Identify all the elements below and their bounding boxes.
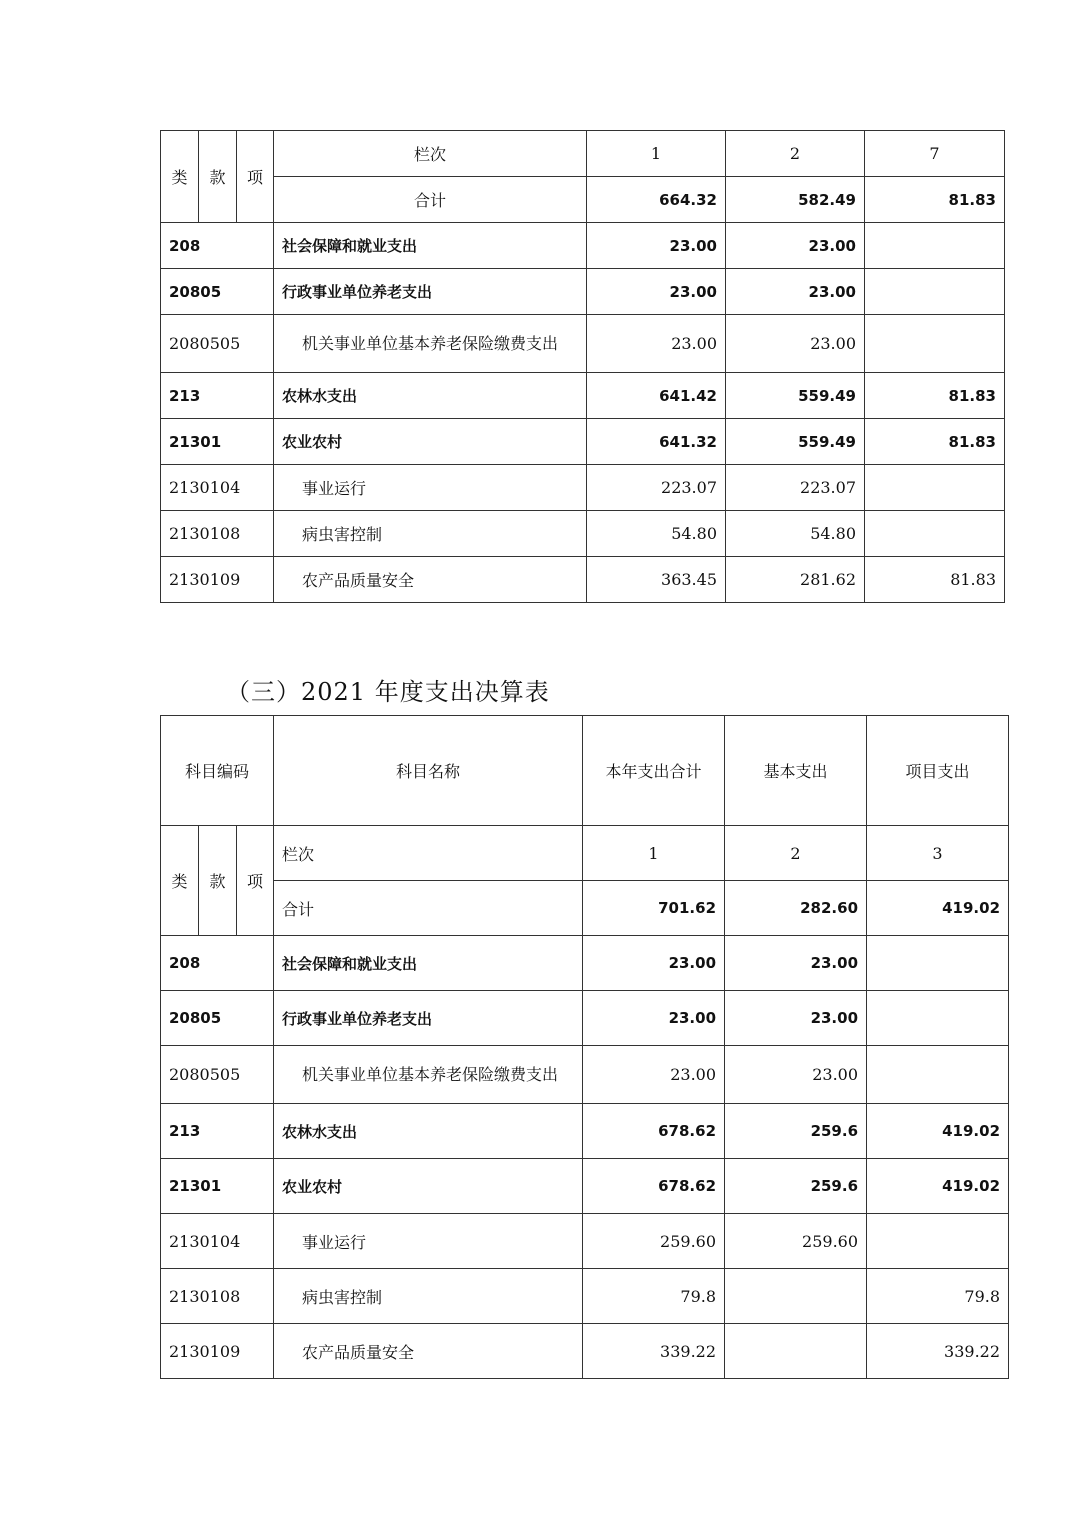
row-name: 农林水支出 [274, 373, 587, 419]
table-row [161, 1046, 1009, 1104]
section-title: （三）2021 年度支出决算表 [226, 678, 550, 706]
row-value-1: 23.00 [587, 269, 726, 315]
row-name: 农林水支出 [274, 1104, 583, 1159]
row-code: 2130109 [161, 557, 274, 603]
row-value-2: 559.49 [726, 419, 865, 465]
row-value-3: 79.8 [867, 1269, 1009, 1324]
row-code: 213 [161, 1104, 274, 1159]
xiang-header: 项 [237, 131, 274, 223]
row-value-3 [865, 511, 1005, 557]
total-value-3: 81.83 [865, 177, 1005, 223]
table-row [161, 419, 1005, 465]
row-value-3 [865, 465, 1005, 511]
total-value-1: 664.32 [587, 177, 726, 223]
table-row [161, 1159, 1009, 1214]
row-name: 农产品质量安全 [274, 557, 587, 603]
row-name: 社会保障和就业支出 [274, 936, 583, 991]
row-value-2 [725, 1324, 867, 1379]
col-index-2: 2 [726, 131, 865, 177]
row-value-1: 259.60 [583, 1214, 725, 1269]
col-index-1: 1 [587, 131, 726, 177]
kuan-header: 款 [199, 131, 237, 223]
row-value-3 [867, 1214, 1009, 1269]
table-row [161, 936, 1009, 991]
col-index-3: 7 [865, 131, 1005, 177]
table-row [161, 557, 1005, 603]
row-value-1: 23.00 [587, 223, 726, 269]
row-code: 21301 [161, 419, 274, 465]
row-value-1: 363.45 [587, 557, 726, 603]
basic-expense-header: 基本支出 [725, 716, 867, 826]
total-value-1: 701.62 [583, 881, 725, 936]
row-value-2: 259.60 [725, 1214, 867, 1269]
row-value-2: 23.00 [725, 991, 867, 1046]
row-code: 2130104 [161, 1214, 274, 1269]
row-value-2 [725, 1269, 867, 1324]
expenditure-table-2 [160, 715, 1009, 1379]
row-value-3 [865, 315, 1005, 373]
row-name: 事业运行 [274, 1214, 583, 1269]
row-code: 20805 [161, 991, 274, 1046]
lei-header: 类 [161, 826, 199, 936]
row-name: 机关事业单位基本养老保险缴费支出 [274, 1046, 583, 1104]
table-row [161, 315, 1005, 373]
table-row [161, 991, 1009, 1046]
row-name: 农业农村 [274, 1159, 583, 1214]
row-value-2: 259.6 [725, 1159, 867, 1214]
row-value-1: 23.00 [583, 991, 725, 1046]
table-row [161, 511, 1005, 557]
row-code: 208 [161, 936, 274, 991]
row-value-3 [867, 991, 1009, 1046]
row-value-3 [865, 269, 1005, 315]
row-name: 病虫害控制 [274, 511, 587, 557]
row-value-2: 559.49 [726, 373, 865, 419]
row-value-3: 419.02 [867, 1104, 1009, 1159]
row-value-1: 339.22 [583, 1324, 725, 1379]
table-row [161, 1324, 1009, 1379]
total-label: 合计 [274, 177, 587, 223]
total-value-2: 582.49 [726, 177, 865, 223]
row-value-2: 281.62 [726, 557, 865, 603]
row-code: 2080505 [161, 1046, 274, 1104]
row-value-1: 23.00 [583, 936, 725, 991]
row-value-2: 23.00 [725, 936, 867, 991]
name-header: 科目名称 [274, 716, 583, 826]
row-value-1: 23.00 [587, 315, 726, 373]
total-value-3: 419.02 [867, 881, 1009, 936]
row-name: 农产品质量安全 [274, 1324, 583, 1379]
table-row [161, 373, 1005, 419]
table-row [161, 269, 1005, 315]
expenditure-table-1 [160, 130, 1005, 603]
row-value-2: 223.07 [726, 465, 865, 511]
lanci-label: 栏次 [274, 826, 583, 881]
row-value-2: 23.00 [726, 315, 865, 373]
row-value-3: 81.83 [865, 557, 1005, 603]
row-value-3: 419.02 [867, 1159, 1009, 1214]
row-name: 农业农村 [274, 419, 587, 465]
row-value-3 [867, 936, 1009, 991]
row-value-3 [865, 223, 1005, 269]
table-row [161, 223, 1005, 269]
table-row [161, 1104, 1009, 1159]
row-code: 2130108 [161, 511, 274, 557]
lanci-label: 栏次 [274, 131, 587, 177]
row-name: 行政事业单位养老支出 [274, 991, 583, 1046]
col-index-3: 3 [867, 826, 1009, 881]
row-code: 2080505 [161, 315, 274, 373]
row-value-2: 23.00 [726, 269, 865, 315]
project-expense-header: 项目支出 [867, 716, 1009, 826]
table-row [161, 1214, 1009, 1269]
row-value-1: 678.62 [583, 1104, 725, 1159]
lei-header: 类 [161, 131, 199, 223]
kuan-header: 款 [199, 826, 237, 936]
xiang-header: 项 [237, 826, 274, 936]
row-code: 213 [161, 373, 274, 419]
total-expense-header: 本年支出合计 [583, 716, 725, 826]
row-code: 20805 [161, 269, 274, 315]
code-header: 科目编码 [161, 716, 274, 826]
row-value-1: 79.8 [583, 1269, 725, 1324]
row-value-1: 641.42 [587, 373, 726, 419]
row-value-2: 54.80 [726, 511, 865, 557]
row-value-3: 81.83 [865, 419, 1005, 465]
row-code: 208 [161, 223, 274, 269]
total-value-2: 282.60 [725, 881, 867, 936]
row-value-3: 339.22 [867, 1324, 1009, 1379]
row-value-1: 223.07 [587, 465, 726, 511]
row-value-1: 54.80 [587, 511, 726, 557]
col-index-1: 1 [583, 826, 725, 881]
row-value-1: 678.62 [583, 1159, 725, 1214]
row-value-2: 23.00 [725, 1046, 867, 1104]
row-code: 21301 [161, 1159, 274, 1214]
row-name: 行政事业单位养老支出 [274, 269, 587, 315]
table-row [161, 1269, 1009, 1324]
row-code: 2130108 [161, 1269, 274, 1324]
col-index-2: 2 [725, 826, 867, 881]
row-name: 事业运行 [274, 465, 587, 511]
row-value-1: 641.32 [587, 419, 726, 465]
row-value-2: 259.6 [725, 1104, 867, 1159]
row-name: 社会保障和就业支出 [274, 223, 587, 269]
row-value-3 [867, 1046, 1009, 1104]
table-row [161, 465, 1005, 511]
row-value-2: 23.00 [726, 223, 865, 269]
row-value-1: 23.00 [583, 1046, 725, 1104]
row-code: 2130104 [161, 465, 274, 511]
row-code: 2130109 [161, 1324, 274, 1379]
row-value-3: 81.83 [865, 373, 1005, 419]
total-label: 合计 [274, 881, 583, 936]
row-name: 机关事业单位基本养老保险缴费支出 [274, 315, 587, 373]
row-name: 病虫害控制 [274, 1269, 583, 1324]
